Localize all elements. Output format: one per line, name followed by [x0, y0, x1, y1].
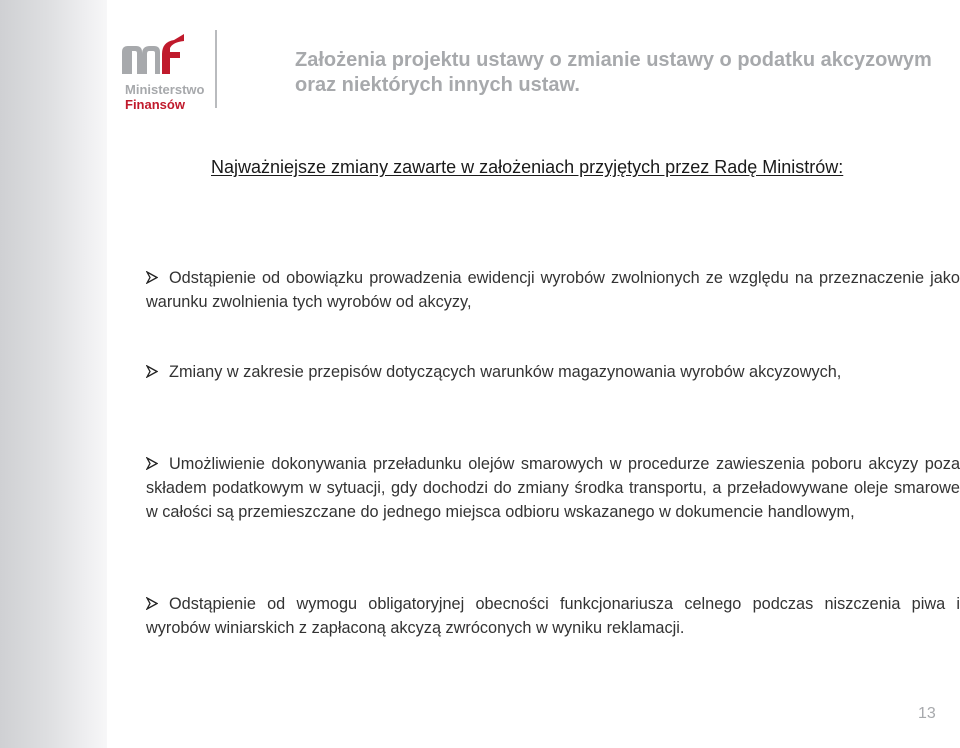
- slide-title: Założenia projektu ustawy o zmianie ustawy o podatku akcyzowym oraz niektórych innych ustaw.: [295, 49, 932, 96]
- logo-line-1: Ministerstwo: [125, 82, 205, 97]
- bullet-text-4: Odstąpienie od wymogu obligatoryjnej obecności funkcjonariusza celnego podczas niszczenia piwa i wyrobów winiarskich z zapłaconą akcyzą zwróconych w wyniku reklamacji.: [146, 595, 960, 637]
- bullet-text-1: Odstąpienie od obowiązku prowadzenia ewidencji wyrobów zwolnionych ze względu na przeznaczenie jako warunku zwolnienia tych wyrobów od akcyzy,: [146, 269, 960, 311]
- arrowhead-bullet-icon: [146, 266, 158, 290]
- ministry-logo: [118, 32, 208, 112]
- arrowhead-bullet-icon: [146, 452, 158, 476]
- mf-logo-icon: [118, 32, 208, 82]
- page-number: 13: [918, 705, 936, 722]
- bullet-item-3: [146, 452, 960, 524]
- left-gradient-band: [0, 0, 107, 748]
- bullet-text-3: Umożliwienie dokonywania przeładunku olejów smarowych w procedurze zawieszenia poboru akcyzy poza składem podatkowym w sytuacji, gdy dochodzi do zmiany środka transportu, a przeładowywane oleje smarowe w całości są przemieszczane do jednego miejsca odbioru wskazanego w dokumencie handlowym,: [146, 455, 960, 521]
- bullet-item-4: [146, 592, 960, 640]
- arrowhead-bullet-icon: [146, 360, 158, 384]
- section-subtitle: Najważniejsze zmiany zawarte w założeniach przyjętych przez Radę Ministrów:: [211, 157, 844, 177]
- logo-divider: [215, 30, 217, 108]
- logo-wordmark: [125, 82, 204, 112]
- logo-line-2: Finansów: [125, 97, 185, 112]
- bullet-item-1: [146, 266, 960, 314]
- bullet-text-2: Zmiany w zakresie przepisów dotyczących warunków magazynowania wyrobów akcyzowych,: [169, 363, 842, 381]
- bullet-item-2: [146, 360, 960, 384]
- arrowhead-bullet-icon: [146, 592, 158, 616]
